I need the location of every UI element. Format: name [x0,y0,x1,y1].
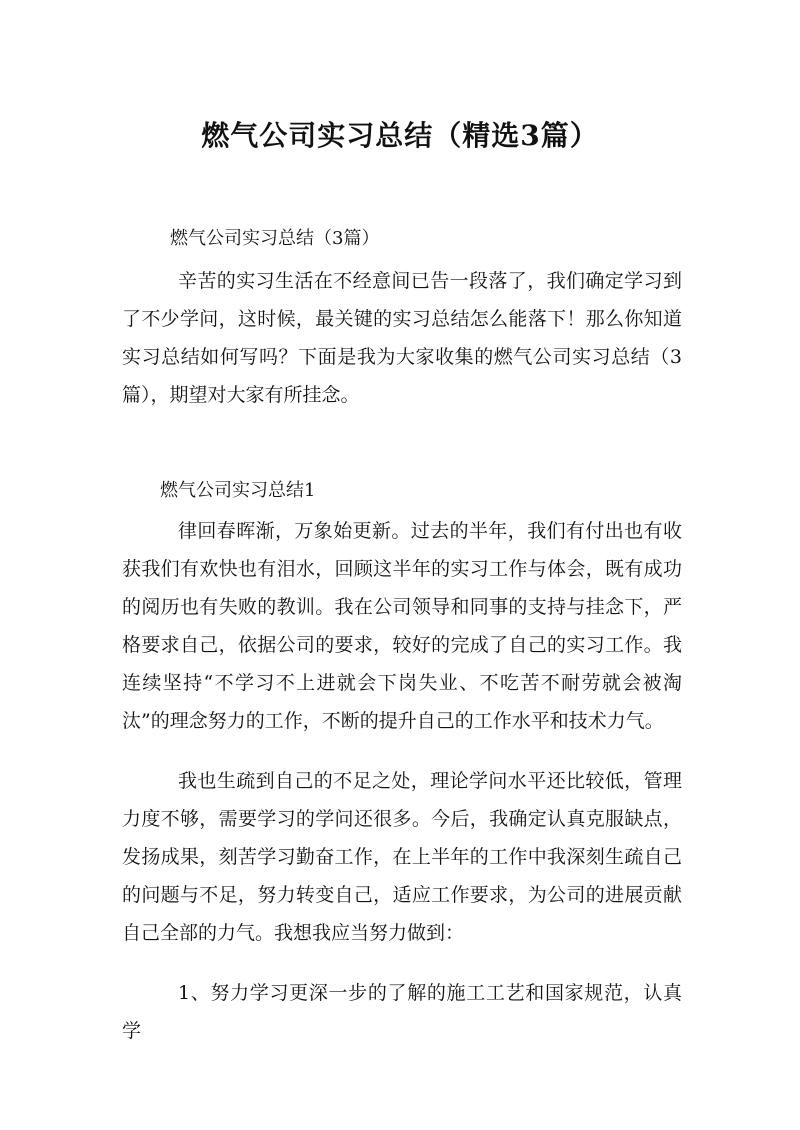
intro-paragraph: 辛苦的实习生活在不经意间已告一段落了，我们确定学习到了不少学问，这时候，最关键的实习总结怎么能落下！那么你知道实习总结如何写吗？下面是我为大家收集的燃气公司实习总结（3篇），期望对大家有所挂念。 [122,270,682,406]
document-subtitle: 燃气公司实习总结（3篇） [170,228,380,249]
body-paragraph: 律回春晖渐，万象始更新。过去的半年，我们有付出也有收获我们有欢快也有泪水，回顾这半年的实习工作与体会，既有成功的阅历也有失败的教训。我在公司领导和同事的支持与挂念下，严格要求自己，依据公司的要求，较好的完成了自己的实习工作。我连续坚持“不学习不上进就会下岗失业、不吃苦不耐劳就会被淘汰”的理念努力的工作，不断的提升自己的工作水平和技术力气。 [122,520,682,732]
document-title: 燃气公司实习总结（精选3篇） [201,119,599,152]
section-heading: 燃气公司实习总结1 [160,480,316,501]
body-paragraph: 1、努力学习更深一步的了解的施工工艺和国家规范，认真学 [122,982,682,1042]
body-paragraph: 我也生疏到自己的不足之处，理论学问水平还比较低，管理力度不够，需要学习的学问还很多。今后，我确定认真克服缺点，发扬成果，刻苦学习勤奋工作，在上半年的工作中我深刻生疏自己的问题与不足，努力转变自己，适应工作要求，为公司的进展贡献自己全部的力气。我想我应当努力做到： [122,770,682,944]
